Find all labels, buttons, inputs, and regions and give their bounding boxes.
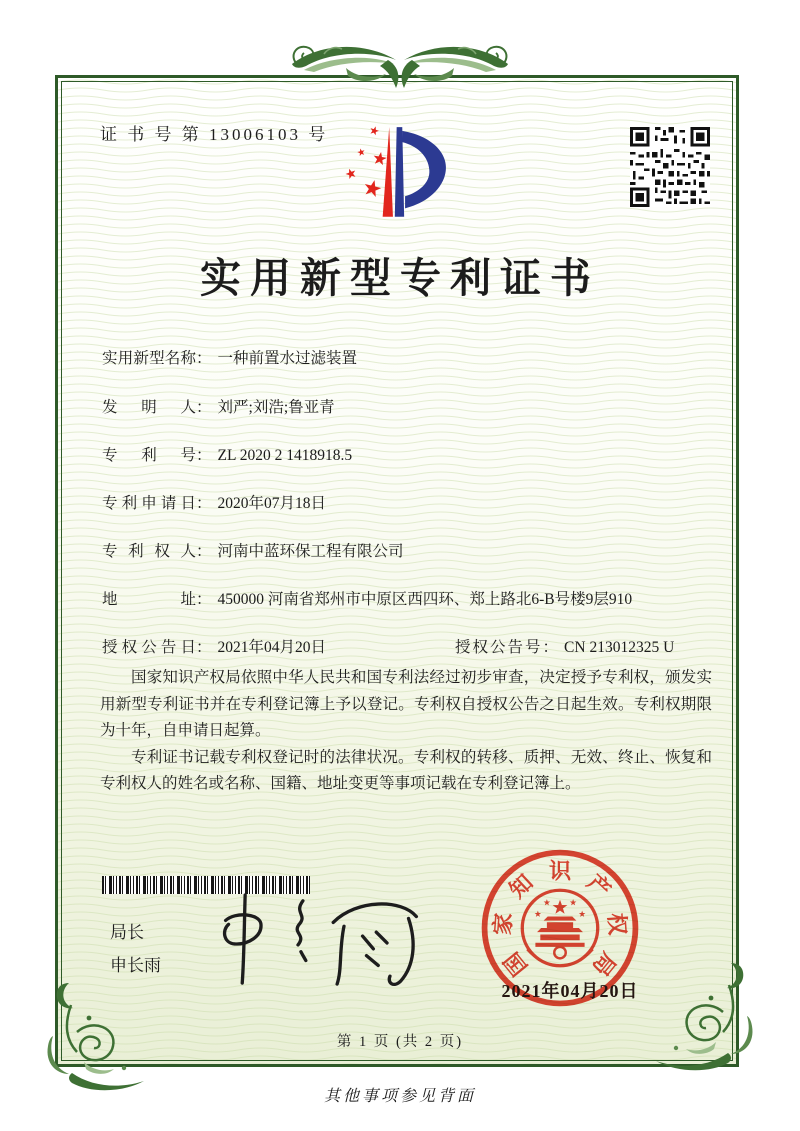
colon: ： xyxy=(196,639,212,656)
field-row-patent-number xyxy=(102,444,352,468)
top-center-flourish-ornament xyxy=(288,28,512,90)
director-block xyxy=(110,916,161,982)
seal-char: 家 xyxy=(489,912,517,936)
field-label: 专利申请日 xyxy=(102,495,196,512)
seal-date: 2021年04月20日 xyxy=(501,981,639,1001)
field-label: 发明人 xyxy=(102,399,196,416)
field-row-patentee xyxy=(102,540,404,564)
field-row-filing-date xyxy=(102,492,326,516)
colon: ： xyxy=(542,639,559,656)
cnipa-patent-logo-icon xyxy=(336,110,476,232)
seal-char: 局 xyxy=(587,947,622,981)
colon: ： xyxy=(196,543,212,560)
field-value: ZL 2020 2 1418918.5 xyxy=(217,447,353,464)
field-row-name xyxy=(102,347,357,371)
colon: ： xyxy=(196,495,212,512)
colon: ： xyxy=(196,350,212,367)
colon: ： xyxy=(196,399,212,416)
field-label: 授权公告号 xyxy=(455,639,543,656)
seal-char: 权 xyxy=(603,912,631,936)
field-value: 2020年07月18日 xyxy=(217,495,327,512)
legal-paragraph-1: 国家知识产权局依照中华人民共和国专利法经过初步审查，决定授予专利权，颁发实用新型专利证书并在专利登记簿上予以登记。专利权自授权公告之日起生效。专利权期限为十年，自申请日起算。 xyxy=(100,669,712,739)
field-value: 一种前置水过滤装置 xyxy=(217,350,358,367)
seal-char: 识 xyxy=(548,858,572,884)
field-label: 专利号 xyxy=(102,447,196,464)
bottom-right-corner-ornament xyxy=(654,958,760,1074)
legal-text xyxy=(100,665,712,798)
certificate-title: 实用新型专利证书 xyxy=(200,255,600,301)
field-row-address xyxy=(102,588,662,612)
seal-char: 产 xyxy=(582,869,616,903)
seal-char: 知 xyxy=(504,869,538,903)
director-title: 局长 xyxy=(110,923,144,942)
field-label: 地址 xyxy=(102,591,196,608)
director-name: 申长雨 xyxy=(110,956,161,975)
legal-paragraph-2: 专利证书记载专利权登记时的法律状况。专利权的转移、质押、无效、终止、恢复和专利权人的姓名或名称、国籍、地址变更等事项记载在专利登记簿上。 xyxy=(100,748,712,792)
field-row-inventors xyxy=(102,396,335,420)
field-value: CN 213012325 U xyxy=(564,639,675,656)
field-value: 2021年04月20日 xyxy=(217,639,327,656)
field-label: 授权公告日 xyxy=(102,639,196,656)
certificate-number: 证 书 号 第 13006103 号 xyxy=(100,125,329,144)
field-pair-publication-number xyxy=(455,636,674,660)
qr-code-icon xyxy=(630,127,710,207)
director-signature xyxy=(208,890,433,995)
field-row-grant xyxy=(102,636,675,660)
colon: ： xyxy=(196,447,212,464)
field-value: 河南中蓝环保工程有限公司 xyxy=(217,543,404,560)
colon: ： xyxy=(196,591,212,608)
page-indicator: 第 1 页 (共 2 页) xyxy=(336,1034,464,1050)
signature-strokes-icon xyxy=(208,890,433,990)
field-label: 专利权人 xyxy=(102,543,196,560)
national-emblem-icon xyxy=(522,890,597,965)
back-note: 其他事项参见背面 xyxy=(323,1088,476,1105)
field-value: 450000 河南省郑州市中原区西四环、郑上路北6-B号楼9层910 xyxy=(217,591,633,608)
field-value: 刘严;刘浩;鲁亚青 xyxy=(217,399,335,416)
seal-char: 国 xyxy=(498,947,533,981)
field-label: 实用新型名称 xyxy=(102,350,196,367)
